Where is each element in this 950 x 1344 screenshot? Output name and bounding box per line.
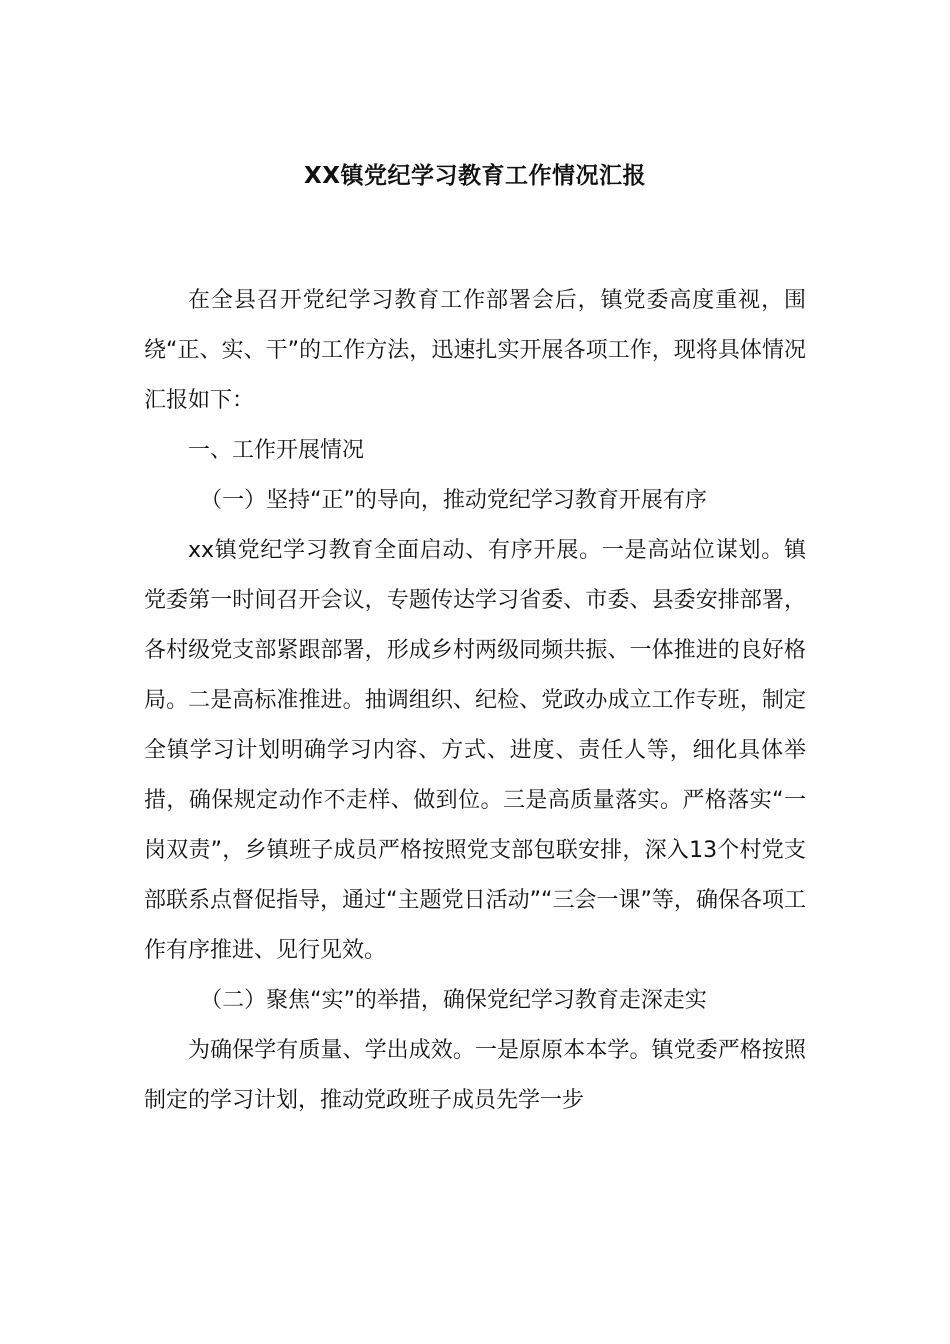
subsection-heading-1: （一）坚持“正”的导向，推动党纪学习教育开展有序 <box>200 488 707 513</box>
subsection-heading-2: （二）聚焦“实”的举措，确保党纪学习教育走深走实 <box>200 988 707 1013</box>
document-body <box>144 276 806 1126</box>
document-title: XX镇党纪学习教育工作情况汇报 <box>304 163 646 189</box>
section-heading-1: 一、工作开展情况 <box>188 438 365 463</box>
body-paragraph-1: xx镇党纪学习教育全面启动、有序开展。一是高站位谋划。镇党委第一时间召开会议，专题传达学习省委、市委、县委安排部署，各村级党支部紧跟部署，形成乡村两级同频共振、一体推进的良好格局。二是高标准推进。抽调组织、纪检、党政办成立工作专班，制定全镇学习计划明确学习内容、方式、进度、责任人等，细化具体举措，确保规定动作不走样、做到位。三是高质量落实。严格落实“一岗双责”，乡镇班子成员严格按照党支部包联安排，深入13个村党支部联系点督促指导，通过“主题党日活动”“三会一课”等，确保各项工作有序推进、见行见效。 <box>144 538 806 963</box>
body-paragraph-2: 为确保学有质量、学出成效。一是原原本本学。镇党委严格按照制定的学习计划，推动党政班子成员先学一步 <box>144 1038 806 1113</box>
intro-paragraph: 在全县召开党纪学习教育工作部署会后，镇党委高度重视，围绕“正、实、干”的工作方法，迅速扎实开展各项工作，现将具体情况汇报如下： <box>144 288 806 413</box>
